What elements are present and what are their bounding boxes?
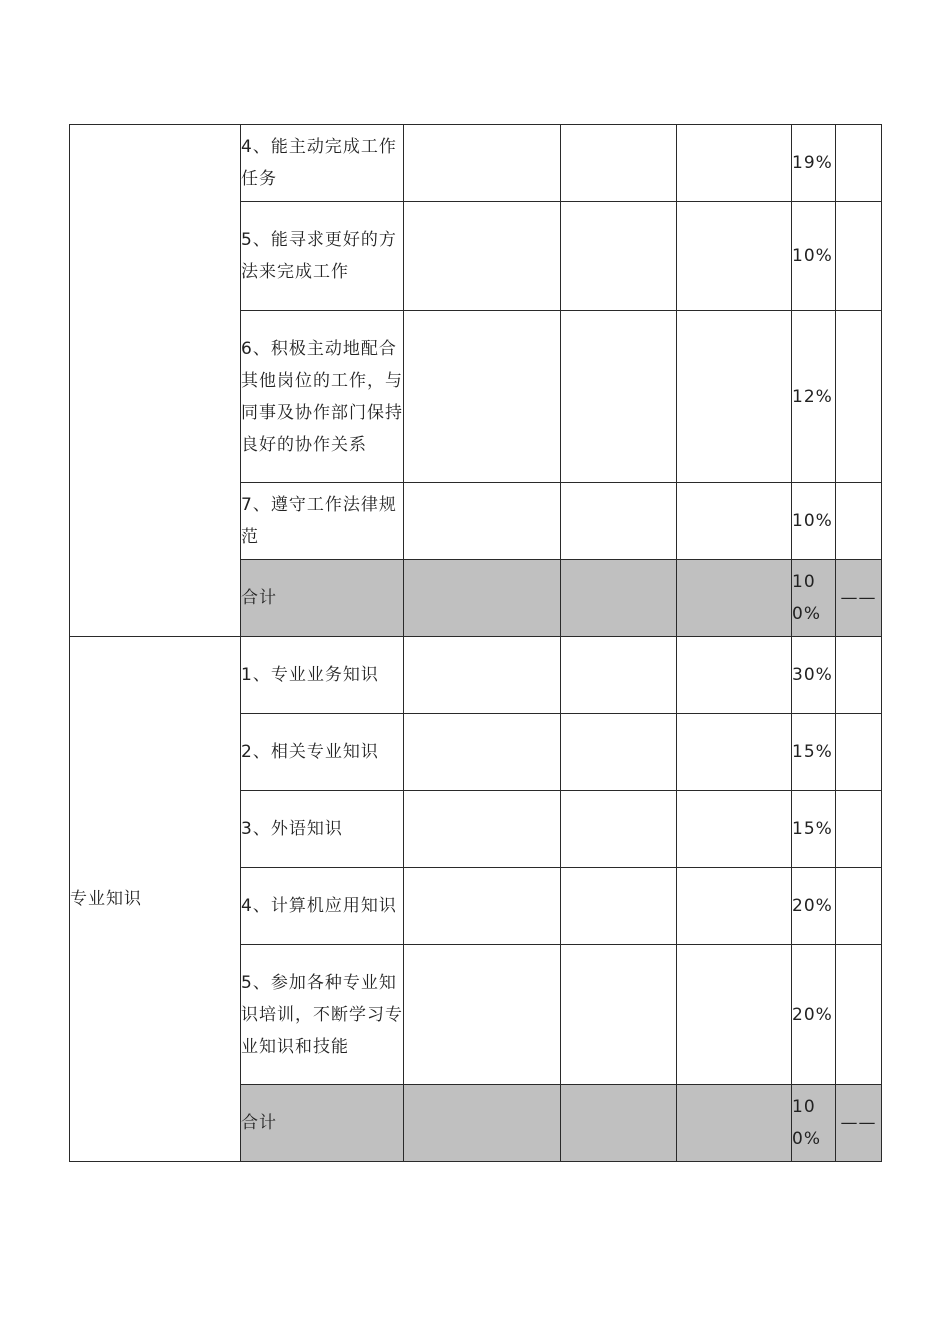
item-cell: 4、能主动完成工作任务 [241, 125, 404, 202]
blank-cell [677, 791, 792, 868]
total-dash: —— [836, 1085, 882, 1162]
item-cell: 3、外语知识 [241, 791, 404, 868]
blank-cell [836, 791, 882, 868]
blank-cell [561, 202, 677, 311]
blank-cell [561, 945, 677, 1085]
blank-cell [561, 311, 677, 483]
blank-cell [677, 311, 792, 483]
total-label: 合计 [241, 1085, 404, 1162]
weight-cell: 10% [792, 483, 836, 560]
weight-cell: 20% [792, 868, 836, 945]
blank-cell [404, 791, 561, 868]
item-cell: 1、专业业务知识 [241, 637, 404, 714]
blank-cell [836, 311, 882, 483]
total-dash: —— [836, 560, 882, 637]
blank-cell [561, 791, 677, 868]
blank-cell [404, 945, 561, 1085]
blank-cell [561, 714, 677, 791]
blank-cell [404, 560, 561, 637]
table-row [70, 125, 882, 202]
blank-cell [677, 483, 792, 560]
total-weight: 100% [792, 1085, 836, 1162]
blank-cell [404, 637, 561, 714]
evaluation-table [69, 124, 882, 1162]
weight-cell: 15% [792, 714, 836, 791]
blank-cell [677, 868, 792, 945]
blank-cell [404, 714, 561, 791]
item-cell: 6、积极主动地配合其他岗位的工作，与同事及协作部门保持良好的协作关系 [241, 311, 404, 483]
category-cell [70, 125, 241, 637]
item-cell: 4、计算机应用知识 [241, 868, 404, 945]
weight-cell: 10% [792, 202, 836, 311]
item-cell: 7、遵守工作法律规范 [241, 483, 404, 560]
blank-cell [677, 637, 792, 714]
blank-cell [404, 311, 561, 483]
item-cell: 5、能寻求更好的方法来完成工作 [241, 202, 404, 311]
blank-cell [677, 202, 792, 311]
item-cell: 5、参加各种专业知识培训，不断学习专业知识和技能 [241, 945, 404, 1085]
total-weight: 100% [792, 560, 836, 637]
blank-cell [836, 483, 882, 560]
table-row [70, 637, 882, 714]
blank-cell [561, 483, 677, 560]
blank-cell [561, 560, 677, 637]
weight-cell: 15% [792, 791, 836, 868]
blank-cell [836, 714, 882, 791]
blank-cell [561, 868, 677, 945]
blank-cell [836, 945, 882, 1085]
blank-cell [404, 125, 561, 202]
blank-cell [561, 125, 677, 202]
blank-cell [836, 868, 882, 945]
weight-cell: 30% [792, 637, 836, 714]
blank-cell [404, 483, 561, 560]
blank-cell [677, 945, 792, 1085]
blank-cell [404, 868, 561, 945]
blank-cell [677, 125, 792, 202]
item-cell: 2、相关专业知识 [241, 714, 404, 791]
weight-cell: 12% [792, 311, 836, 483]
blank-cell [561, 1085, 677, 1162]
weight-cell: 19% [792, 125, 836, 202]
blank-cell [404, 202, 561, 311]
category-cell: 专业知识 [70, 637, 241, 1162]
blank-cell [404, 1085, 561, 1162]
blank-cell [836, 125, 882, 202]
blank-cell [677, 1085, 792, 1162]
blank-cell [561, 637, 677, 714]
blank-cell [836, 637, 882, 714]
weight-cell: 20% [792, 945, 836, 1085]
total-label: 合计 [241, 560, 404, 637]
blank-cell [677, 560, 792, 637]
blank-cell [677, 714, 792, 791]
blank-cell [836, 202, 882, 311]
